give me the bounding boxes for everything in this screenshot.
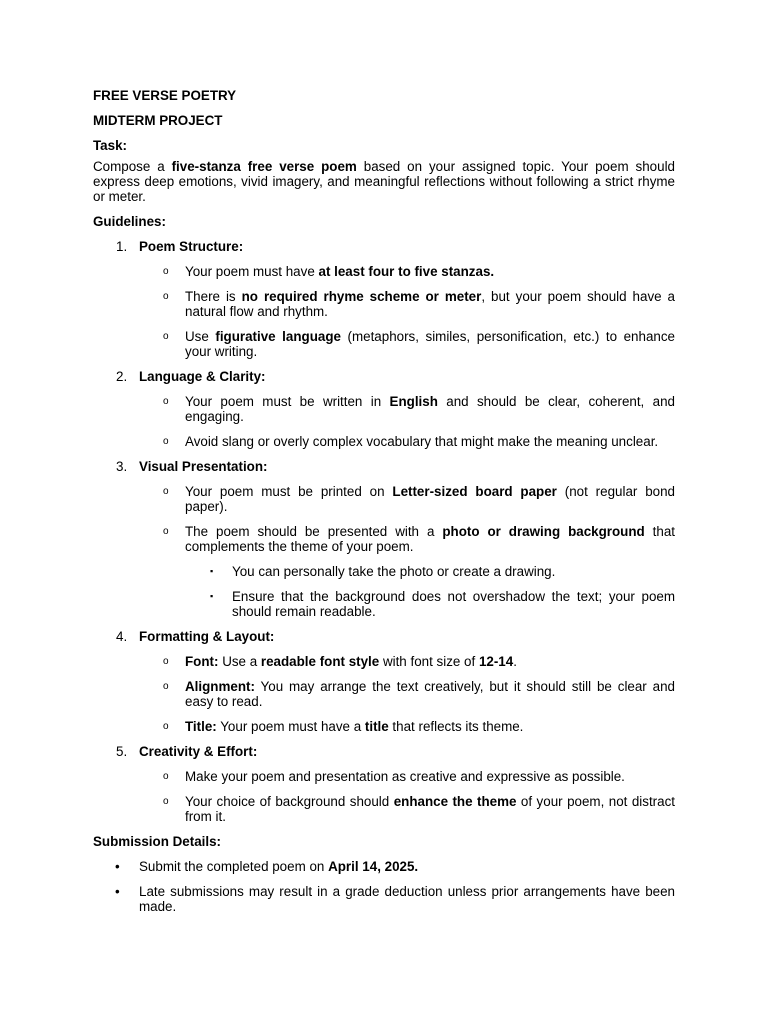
item-text: (not regular bond paper). <box>185 484 675 514</box>
item-text: with font size of <box>379 654 479 669</box>
square-bullet-icon: ▪ <box>210 566 214 576</box>
circle-bullet-icon: o <box>163 721 169 732</box>
item-text: Use a <box>218 654 261 669</box>
circle-bullet-icon: o <box>163 796 169 807</box>
item-text: (metaphors, similes, personification, etc.) to enhance your writing. <box>185 329 675 359</box>
item-text: Late submissions may result in a grade deduction unless prior arrangements have been made. <box>139 884 675 914</box>
item-text: Your poem must have <box>185 264 319 279</box>
list-item <box>93 524 675 554</box>
circle-bullet-icon: o <box>163 396 169 407</box>
item-bold: figurative language <box>215 329 341 344</box>
section-title <box>93 369 675 384</box>
section-creativity-effort <box>93 744 675 824</box>
section-title <box>93 629 675 644</box>
item-lead: Alignment: <box>185 679 255 694</box>
item-text: of your poem, not distract from it. <box>185 794 675 824</box>
list-item <box>93 794 675 824</box>
item-text: There is <box>185 289 242 304</box>
section-title-text: Visual Presentation: <box>139 459 268 474</box>
circle-bullet-icon: o <box>163 331 169 342</box>
item-text: Your poem must be written in <box>185 394 390 409</box>
circle-bullet-icon: o <box>163 656 169 667</box>
circle-bullet-icon: o <box>163 486 169 497</box>
item-bold: title <box>364 719 389 734</box>
nested-list-item <box>93 589 675 619</box>
item-text: Your choice of background should <box>185 794 394 809</box>
item-text: Your poem must be printed on <box>185 484 393 499</box>
item-lead: Font: <box>185 654 219 669</box>
list-item <box>93 679 675 709</box>
submission-item <box>93 884 675 914</box>
item-text: that reflects its theme. <box>388 719 524 734</box>
submission-item <box>93 859 675 874</box>
list-item <box>93 484 675 514</box>
circle-bullet-icon: o <box>163 266 169 277</box>
task-heading: Task: <box>93 138 127 153</box>
list-item <box>93 394 675 424</box>
list-item <box>93 654 675 669</box>
item-bold: readable font style <box>260 654 380 669</box>
item-text: You can personally take the photo or create a drawing. <box>232 564 556 579</box>
item-bold: photo or drawing background <box>442 524 645 539</box>
square-bullet-icon: ▪ <box>210 591 214 601</box>
section-number: 1. <box>116 239 128 254</box>
section-title-text: Poem Structure: <box>139 239 244 254</box>
section-visual-presentation <box>93 459 675 619</box>
section-number: 3. <box>116 459 128 474</box>
task-text-bold: five-stanza free verse poem <box>171 159 357 174</box>
guidelines-heading: Guidelines: <box>93 214 166 229</box>
section-title-text: Creativity & Effort: <box>139 744 258 759</box>
list-item <box>93 434 675 449</box>
document-subtitle: MIDTERM PROJECT <box>93 113 223 128</box>
item-text: , but your poem should have a natural flow and rhythm. <box>185 289 676 319</box>
section-number: 5. <box>116 744 128 759</box>
item-text: Make your poem and presentation as creative and expressive as possible. <box>185 769 625 784</box>
item-text: Submit the completed poem on <box>139 859 329 874</box>
section-title-text: Language & Clarity: <box>139 369 266 384</box>
nested-list-item <box>93 564 675 579</box>
section-formatting-layout <box>93 629 675 734</box>
item-bold: 12-14 <box>478 654 514 669</box>
list-item <box>93 329 675 359</box>
circle-bullet-icon: o <box>163 291 169 302</box>
item-lead: Title: <box>185 719 217 734</box>
item-bold: Letter-sized board paper <box>392 484 557 499</box>
item-bold: April 14, 2025. <box>328 859 419 874</box>
document-title: FREE VERSE POETRY <box>93 88 237 103</box>
list-item <box>93 769 675 784</box>
item-bold: English <box>389 394 438 409</box>
item-text: Use <box>185 329 216 344</box>
task-paragraph <box>93 159 675 204</box>
section-title <box>93 744 675 759</box>
item-text: Your poem must have a <box>216 719 365 734</box>
item-bold: at least four to five stanzas. <box>318 264 495 279</box>
section-title <box>93 459 675 474</box>
list-item <box>93 719 675 734</box>
item-text: . <box>513 654 517 669</box>
task-text-2: based on your assigned topic. Your poem should express deep emotions, vivid imagery, and meaningful reflections without following a strict rhyme or meter. <box>93 159 675 204</box>
document-body <box>93 88 675 924</box>
dot-bullet-icon: • <box>115 859 120 874</box>
submission-heading: Submission Details: <box>93 834 221 849</box>
task-text-1: Compose a <box>93 159 172 174</box>
item-text: You may arrange the text creatively, but it should still be clear and easy to read. <box>185 679 675 709</box>
item-text: and should be clear, coherent, and engaging. <box>185 394 675 424</box>
item-bold: no required rhyme scheme or meter <box>241 289 482 304</box>
list-item <box>93 264 675 279</box>
section-title <box>93 239 675 254</box>
circle-bullet-icon: o <box>163 526 169 537</box>
circle-bullet-icon: o <box>163 771 169 782</box>
item-bold: enhance the theme <box>393 794 517 809</box>
section-language-clarity <box>93 369 675 449</box>
item-text: Ensure that the background does not overshadow the text; your poem should remain readable. <box>232 589 675 619</box>
section-number: 2. <box>116 369 128 384</box>
section-title-text: Formatting & Layout: <box>139 629 275 644</box>
circle-bullet-icon: o <box>163 681 169 692</box>
section-number: 4. <box>116 629 128 644</box>
circle-bullet-icon: o <box>163 436 169 447</box>
item-text: Avoid slang or overly complex vocabulary that might make the meaning unclear. <box>185 434 659 449</box>
item-text: that complements the theme of your poem. <box>185 524 675 554</box>
section-poem-structure <box>93 239 675 359</box>
item-text: The poem should be presented with a <box>185 524 443 539</box>
list-item <box>93 289 675 319</box>
dot-bullet-icon: • <box>115 884 120 899</box>
